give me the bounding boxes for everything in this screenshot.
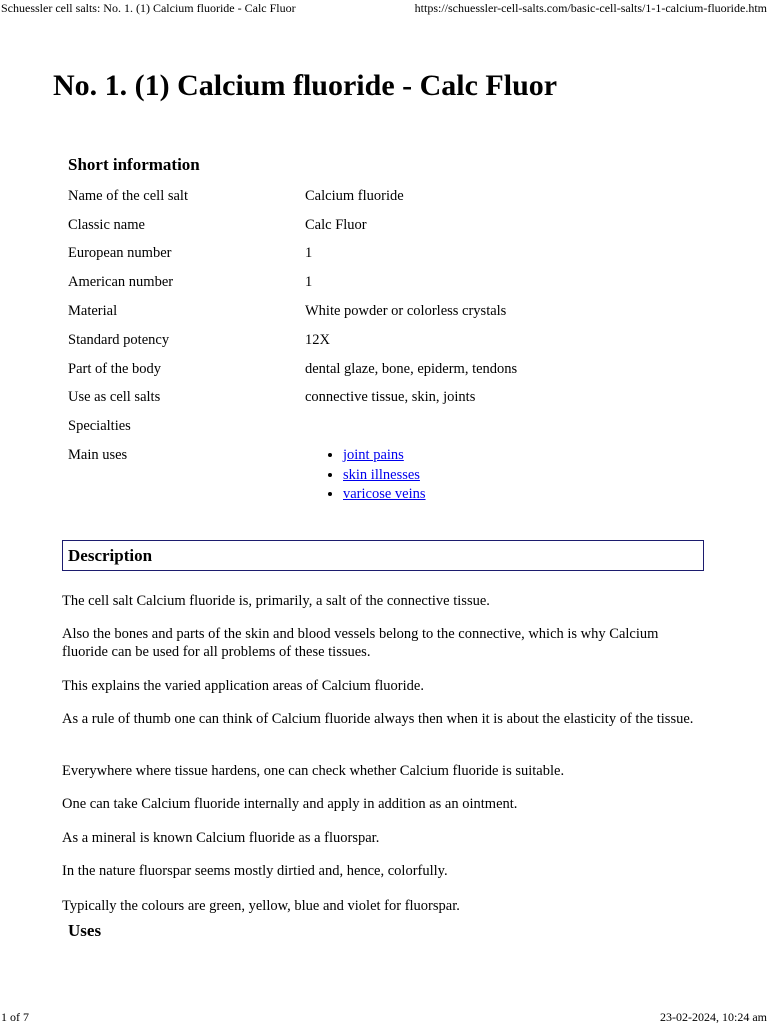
- print-header: [0, 1, 768, 15]
- description-paragraph: As a mineral is known Calcium fluoride as a fluorspar.: [62, 830, 380, 846]
- info-key: Part of the body: [68, 361, 162, 377]
- list-item: [343, 446, 426, 466]
- info-key: Specialties: [68, 418, 131, 434]
- info-key: European number: [68, 245, 172, 261]
- info-key: Main uses: [68, 447, 128, 463]
- page-number: 1 of 7: [1, 1010, 29, 1024]
- info-key: Classic name: [68, 217, 145, 233]
- info-value: 12X: [305, 332, 330, 348]
- link-varicose-veins[interactable]: varicose veins: [343, 486, 426, 502]
- description-paragraph: In the nature fluorspar seems mostly dirtied and, hence, colorfully.: [62, 863, 448, 879]
- description-paragraph: The cell salt Calcium fluoride is, primarily, a salt of the connective tissue.: [62, 593, 490, 609]
- short-info-heading: Short information: [68, 155, 200, 174]
- list-item: [343, 485, 426, 505]
- info-value: connective tissue, skin, joints: [305, 389, 476, 405]
- info-value: Calc Fluor: [305, 217, 367, 233]
- link-joint-pains[interactable]: joint pains: [343, 447, 404, 463]
- page-title: No. 1. (1) Calcium fluoride - Calc Fluor: [53, 69, 558, 102]
- print-timestamp: 23-02-2024, 10:24 am: [660, 1010, 767, 1024]
- info-key: Material: [68, 303, 118, 319]
- print-header-title: Schuessler cell salts: No. 1. (1) Calcium fluoride - Calc Fluor: [1, 1, 296, 15]
- info-value: dental glaze, bone, epiderm, tendons: [305, 361, 518, 377]
- main-uses-list: [309, 446, 426, 505]
- description-heading: Description: [68, 546, 153, 565]
- info-key: American number: [68, 274, 174, 290]
- description-paragraph: This explains the varied application areas of Calcium fluoride.: [62, 678, 424, 694]
- description-paragraph: Also the bones and parts of the skin and blood vessels belong to the connective, which is why Calcium fluoride can be used for all problems of these tissues.: [62, 626, 659, 660]
- info-key: Use as cell salts: [68, 389, 161, 405]
- print-header-url: https://schuessler-cell-salts.com/basic-cell-salts/1-1-calcium-fluoride.htm: [414, 1, 767, 15]
- info-key: Standard potency: [68, 332, 170, 348]
- info-value: 1: [305, 274, 313, 290]
- list-item: [343, 466, 426, 486]
- description-heading-box: [62, 540, 704, 571]
- print-footer: [0, 1010, 768, 1024]
- description-paragraph: As a rule of thumb one can think of Calcium fluoride always then when it is about the elasticity of the tissue.: [62, 711, 694, 727]
- info-value: Calcium fluoride: [305, 188, 404, 204]
- info-value: 1: [305, 245, 313, 261]
- info-value: White powder or colorless crystals: [305, 303, 507, 319]
- description-paragraph: One can take Calcium fluoride internally and apply in addition as an ointment.: [62, 796, 518, 812]
- uses-heading: Uses: [68, 921, 102, 940]
- info-key: Name of the cell salt: [68, 188, 188, 204]
- description-paragraph: Everywhere where tissue hardens, one can check whether Calcium fluoride is suitable.: [62, 763, 565, 779]
- description-paragraph: Typically the colours are green, yellow, blue and violet for fluorspar.: [62, 898, 460, 914]
- link-skin-illnesses[interactable]: skin illnesses: [343, 466, 420, 483]
